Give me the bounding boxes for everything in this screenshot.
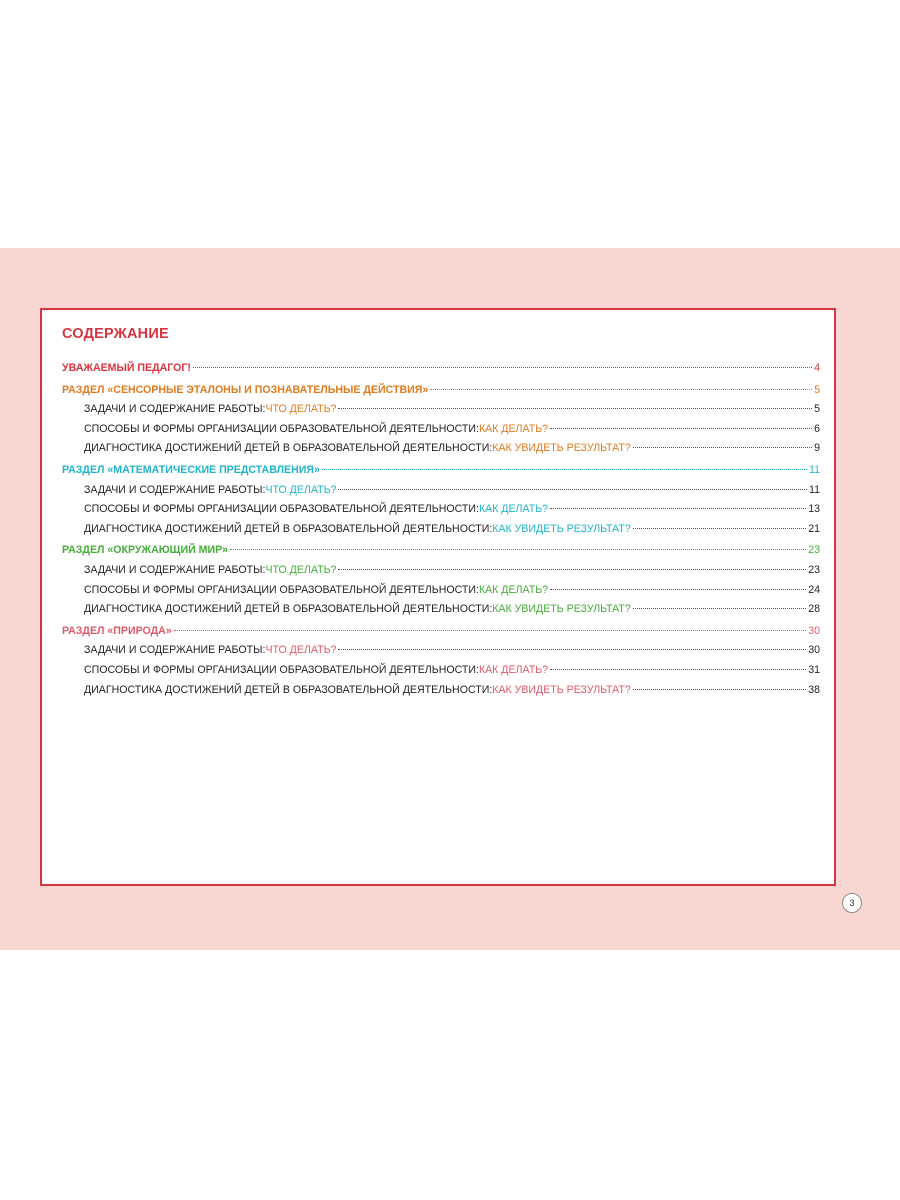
toc-entry-page: 6 xyxy=(814,422,820,435)
toc-entry-label: РАЗДЕЛ «СЕНСОРНЫЕ ЭТАЛОНЫ И ПОЗНАВАТЕЛЬНЫЕ ДЕЙСТВИЯ» xyxy=(62,383,429,396)
dot-leader xyxy=(338,489,807,490)
dot-leader xyxy=(193,367,812,368)
dot-leader xyxy=(550,508,806,509)
dot-leader xyxy=(550,428,812,429)
toc-entry-label: ЗАДАЧИ И СОДЕРЖАНИЕ РАБОТЫ: xyxy=(84,644,266,657)
dot-leader xyxy=(174,630,806,631)
toc-subsection-entry[interactable] xyxy=(62,442,820,462)
toc-entry-highlight: ЧТО ДЕЛАТЬ? xyxy=(265,483,337,496)
dot-leader xyxy=(338,408,812,409)
toc-entry-label: СПОСОБЫ И ФОРМЫ ОРГАНИЗАЦИИ ОБРАЗОВАТЕЛЬНОЙ ДЕЯТЕЛЬНОСТИ: xyxy=(84,663,479,676)
toc-entry-page: 9 xyxy=(814,442,820,455)
toc-entry-page: 5 xyxy=(814,403,820,416)
toc-entry-page: 38 xyxy=(808,683,820,696)
toc-entry-page: 21 xyxy=(808,522,820,535)
toc-entry-highlight: КАК УВИДЕТЬ РЕЗУЛЬТАТ? xyxy=(492,683,631,696)
toc-subsection-entry[interactable] xyxy=(62,584,820,604)
toc-entry-highlight: ЧТО ДЕЛАТЬ? xyxy=(265,563,337,576)
toc-subsection-entry[interactable] xyxy=(62,684,820,704)
toc-entry-highlight: КАК УВИДЕТЬ РЕЗУЛЬТАТ? xyxy=(492,522,631,535)
dot-leader xyxy=(633,608,806,609)
toc-subsection-entry[interactable] xyxy=(62,523,820,543)
dot-leader xyxy=(550,669,806,670)
toc-list xyxy=(62,362,820,703)
toc-entry-page: 31 xyxy=(808,663,820,676)
toc-entry-page: 30 xyxy=(808,624,820,637)
toc-entry-page: 30 xyxy=(808,644,820,657)
toc-section-entry[interactable] xyxy=(62,384,820,404)
toc-entry-highlight: КАК ДЕЛАТЬ? xyxy=(478,422,549,435)
toc-subsection-entry[interactable] xyxy=(62,423,820,443)
toc-entry-page: 4 xyxy=(814,362,820,374)
dot-leader xyxy=(338,649,806,650)
toc-subsection-entry[interactable] xyxy=(62,644,820,664)
toc-entry-label: РАЗДЕЛ «ОКРУЖАЮЩИЙ МИР» xyxy=(62,544,229,557)
toc-entry-highlight: КАК ДЕЛАТЬ? xyxy=(478,503,549,516)
toc-entry-label: ЗАДАЧИ И СОДЕРЖАНИЕ РАБОТЫ: xyxy=(84,563,266,576)
dot-leader xyxy=(322,469,807,470)
toc-entry-label: РАЗДЕЛ «ПРИРОДА» xyxy=(62,624,172,637)
toc-subsection-entry[interactable] xyxy=(62,664,820,684)
toc-entry-label: ЗАДАЧИ И СОДЕРЖАНИЕ РАБОТЫ: xyxy=(84,403,266,416)
toc-entry-label: УВАЖАЕМЫЙ ПЕДАГОГ! xyxy=(62,362,191,374)
toc-entry-highlight: КАК ДЕЛАТЬ? xyxy=(478,663,549,676)
toc-entry-highlight: ЧТО ДЕЛАТЬ? xyxy=(265,403,337,416)
toc-section-entry[interactable] xyxy=(62,362,820,382)
toc-entry-highlight: КАК УВИДЕТЬ РЕЗУЛЬТАТ? xyxy=(492,603,631,616)
toc-entry-label: СПОСОБЫ И ФОРМЫ ОРГАНИЗАЦИИ ОБРАЗОВАТЕЛЬНОЙ ДЕЯТЕЛЬНОСТИ: xyxy=(84,583,479,596)
toc-section-entry[interactable] xyxy=(62,544,820,564)
dot-leader xyxy=(550,589,806,590)
dot-leader xyxy=(230,549,806,550)
toc-subsection-entry[interactable] xyxy=(62,484,820,504)
toc-entry-label: ДИАГНОСТИКА ДОСТИЖЕНИЙ ДЕТЕЙ В ОБРАЗОВАТЕЛЬНОЙ ДЕЯТЕЛЬНОСТИ: xyxy=(84,442,493,455)
toc-entry-page: 11 xyxy=(809,483,820,496)
toc-entry-label: ДИАГНОСТИКА ДОСТИЖЕНИЙ ДЕТЕЙ В ОБРАЗОВАТЕЛЬНОЙ ДЕЯТЕЛЬНОСТИ: xyxy=(84,522,493,535)
toc-entry-label: РАЗДЕЛ «МАТЕМАТИЧЕСКИЕ ПРЕДСТАВЛЕНИЯ» xyxy=(62,463,320,476)
dot-leader xyxy=(338,569,806,570)
toc-entry-page: 28 xyxy=(808,603,820,616)
page-number-badge: 3 xyxy=(842,893,862,913)
toc-entry-highlight: КАК ДЕЛАТЬ? xyxy=(478,583,549,596)
toc-entry-label: ДИАГНОСТИКА ДОСТИЖЕНИЙ ДЕТЕЙ В ОБРАЗОВАТЕЛЬНОЙ ДЕЯТЕЛЬНОСТИ: xyxy=(84,603,493,616)
toc-entry-label: ЗАДАЧИ И СОДЕРЖАНИЕ РАБОТЫ: xyxy=(84,483,266,496)
toc-entry-highlight: КАК УВИДЕТЬ РЕЗУЛЬТАТ? xyxy=(492,442,631,455)
toc-card xyxy=(40,308,836,886)
toc-subsection-entry[interactable] xyxy=(62,403,820,423)
dot-leader xyxy=(633,447,812,448)
toc-entry-highlight: ЧТО ДЕЛАТЬ? xyxy=(265,644,337,657)
dot-leader xyxy=(430,389,812,390)
toc-entry-label: СПОСОБЫ И ФОРМЫ ОРГАНИЗАЦИИ ОБРАЗОВАТЕЛЬНОЙ ДЕЯТЕЛЬНОСТИ: xyxy=(84,422,479,435)
toc-entry-page: 13 xyxy=(808,503,820,516)
toc-subsection-entry[interactable] xyxy=(62,564,820,584)
toc-entry-page: 11 xyxy=(809,463,820,476)
toc-section-entry[interactable] xyxy=(62,464,820,484)
toc-entry-label: ДИАГНОСТИКА ДОСТИЖЕНИЙ ДЕТЕЙ В ОБРАЗОВАТЕЛЬНОЙ ДЕЯТЕЛЬНОСТИ: xyxy=(84,683,493,696)
toc-section-entry[interactable] xyxy=(62,625,820,645)
toc-entry-page: 24 xyxy=(808,583,820,596)
dot-leader xyxy=(633,689,806,690)
toc-entry-page: 5 xyxy=(814,383,820,396)
toc-entry-page: 23 xyxy=(808,563,820,576)
toc-entry-page: 23 xyxy=(808,544,820,557)
toc-entry-label: СПОСОБЫ И ФОРМЫ ОРГАНИЗАЦИИ ОБРАЗОВАТЕЛЬНОЙ ДЕЯТЕЛЬНОСТИ: xyxy=(84,503,479,516)
toc-subsection-entry[interactable] xyxy=(62,503,820,523)
toc-subsection-entry[interactable] xyxy=(62,603,820,623)
dot-leader xyxy=(633,528,806,529)
toc-title: СОДЕРЖАНИЕ xyxy=(62,326,169,342)
